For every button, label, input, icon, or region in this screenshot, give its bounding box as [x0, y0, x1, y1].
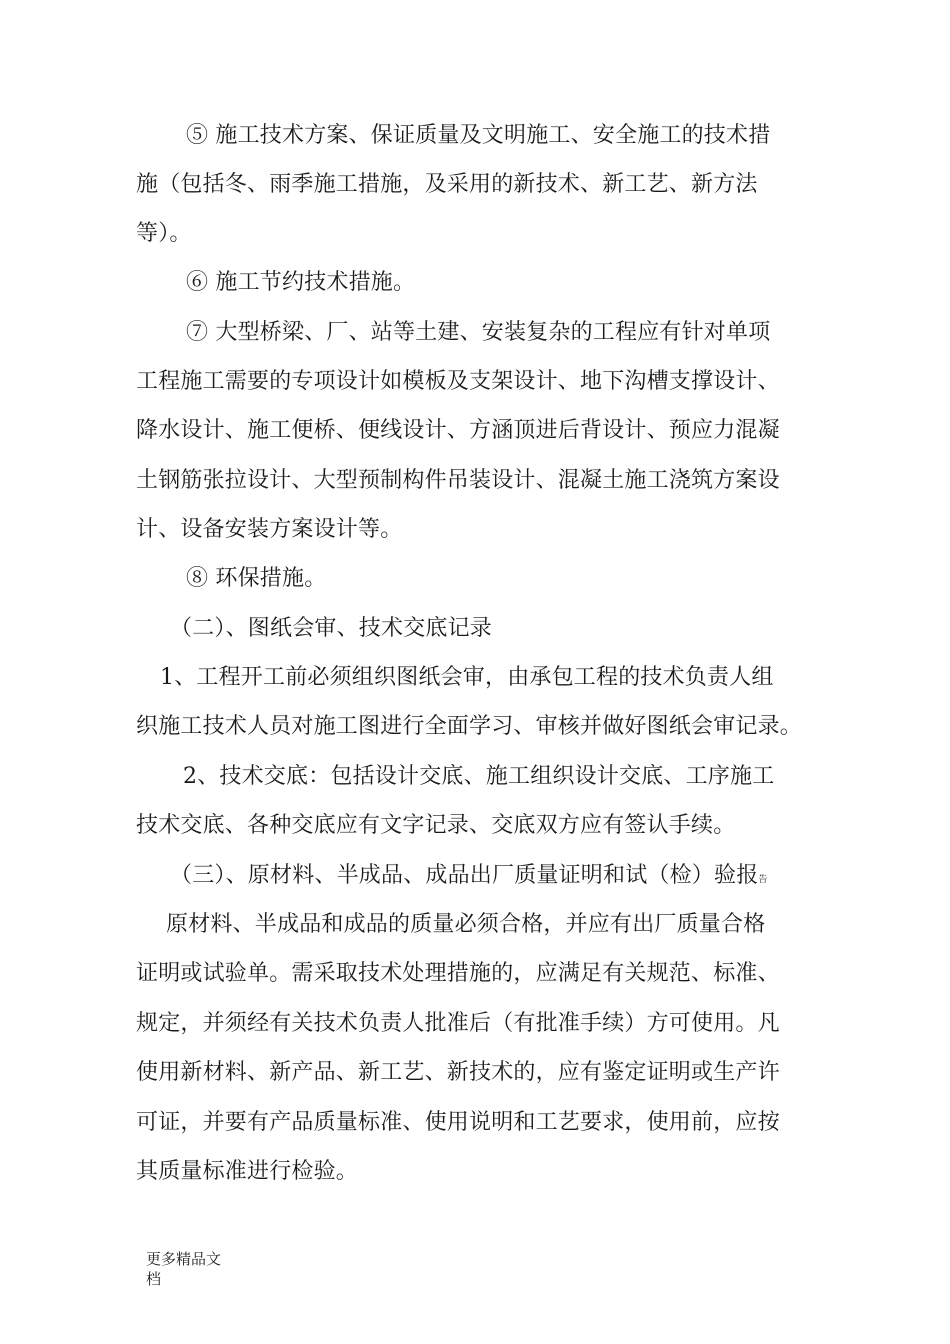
- section-heading-2: （二）、图纸会审、技术交底记录: [170, 616, 493, 641]
- text-line-3: 等）。: [136, 221, 192, 246]
- text-line-10: ⑧ 环保措施。: [186, 566, 327, 591]
- text-line-21: 可证，并要有产品质量标准、使用说明和工艺要求，使用前，应按: [136, 1110, 780, 1135]
- text-line-18: 证明或试验单。需采取技术处理措施的，应满足有关规范、标准、: [136, 961, 780, 986]
- text-line-4: ⑥ 施工节约技术措施。: [186, 270, 416, 295]
- text-line-7: 降水设计、施工便桥、便线设计、方涵顶进后背设计、预应力混凝: [136, 418, 780, 443]
- text-line-1: ⑤ 施工技术方案、保证质量及文明施工、安全施工的技术措: [186, 123, 771, 148]
- footer-line-1: 更多精品文: [146, 1250, 222, 1268]
- text-line-12: 1、工程开工前必须组织图纸会审，由承包工程的技术负责人组: [160, 665, 774, 690]
- section-heading-3: [170, 861, 768, 895]
- text-line-15: 技术交底、各种交底应有文字记录、交底双方应有签认手续。: [136, 813, 736, 838]
- text-line-2: 施（包括冬、雨季施工措施，及采用的新技术、新工艺、新方法: [136, 172, 758, 197]
- stray-mark: 告: [758, 875, 768, 885]
- text-line-20: 使用新材料、新产品、新工艺、新技术的，应有鉴定证明或生产许: [136, 1060, 780, 1085]
- text-line-13: 织施工技术人员对施工图进行全面学习、审核并做好图纸会审记录。: [136, 714, 803, 739]
- text-line-9: 计、设备安装方案设计等。: [136, 517, 403, 542]
- text-line-5: ⑦ 大型桥梁、厂、站等土建、安装复杂的工程应有针对单项: [186, 320, 771, 345]
- text-line-22: 其质量标准进行检验。: [136, 1159, 359, 1184]
- text-line-8: 土钢筋张拉设计、大型预制构件吊装设计、混凝土施工浇筑方案设: [136, 468, 780, 493]
- text-line-19: 规定，并须经有关技术负责人批准后（有批准手续）方可使用。凡: [136, 1011, 780, 1036]
- text-line-6: 工程施工需要的专项设计如模板及支架设计、地下沟槽支撑设计、: [136, 369, 780, 394]
- footer-line-2: 档: [146, 1270, 162, 1288]
- section-heading-3-text: （三）、原材料、半成品、成品出厂质量证明和试（检）验报: [170, 863, 759, 888]
- text-line-14: 2、技术交底：包括设计交底、施工组织设计交底、工序施工: [183, 764, 775, 789]
- text-line-17: 原材料、半成品和成品的质量必须合格，并应有出厂质量合格: [166, 912, 766, 937]
